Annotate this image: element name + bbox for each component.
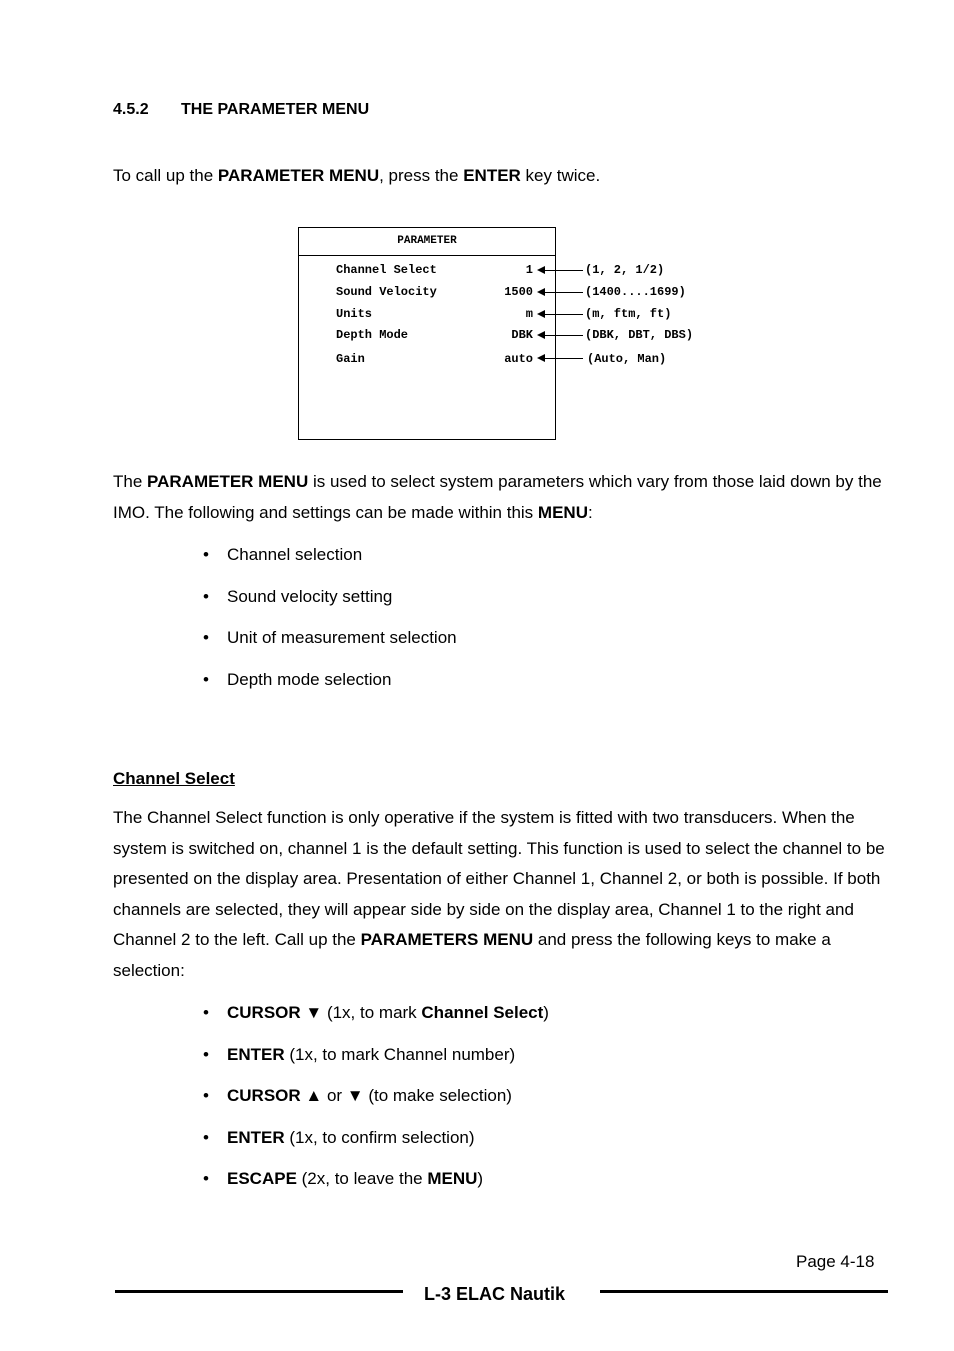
arrow-left-icon <box>537 310 583 318</box>
intro-text: key twice. <box>520 166 601 185</box>
channel-select-heading: Channel Select <box>113 769 235 788</box>
step-key: ENTER <box>227 1044 285 1064</box>
arrow-left-icon <box>537 354 583 362</box>
list-item: • Channel selection <box>203 545 457 587</box>
menu-row-value: 1 <box>525 263 533 277</box>
step-key: CURSOR ▼ <box>227 1003 323 1022</box>
key-steps-list <box>203 1003 549 1211</box>
intro-text: , press the <box>379 166 464 185</box>
description-text: The <box>113 472 148 491</box>
menu-row-value: 1500 <box>504 285 533 299</box>
list-item <box>203 1169 549 1211</box>
menu-row-label: Depth Mode <box>336 328 409 342</box>
section-heading <box>113 101 369 119</box>
step-bold: MENU <box>427 1169 478 1188</box>
step-text: (1x, to mark Channel number) <box>284 1044 516 1064</box>
footer-rule-left <box>115 1290 403 1293</box>
description-paragraph <box>113 466 888 528</box>
step-key: CURSOR ▲ <box>227 1086 323 1105</box>
list-item <box>203 1045 549 1087</box>
menu-row-options: (m, ftm, ft) <box>585 307 672 321</box>
footer-rule-right <box>600 1290 888 1293</box>
intro-bold-enter: ENTER <box>463 166 521 185</box>
list-item <box>203 1003 549 1045</box>
description-bold-menu-word: MENU <box>537 503 588 522</box>
channel-select-paragraph <box>113 803 888 987</box>
menu-row-label: Sound Velocity <box>336 285 437 299</box>
page-number: Page 4-18 <box>796 1252 875 1271</box>
step-text: ) <box>543 1003 549 1022</box>
arrow-left-icon <box>537 266 583 274</box>
parameter-menu-title: PARAMETER <box>299 228 555 256</box>
intro-bold-menu: PARAMETER MENU <box>217 166 380 185</box>
arrow-left-icon <box>537 288 583 296</box>
menu-row-label: Gain <box>336 352 365 366</box>
section-number: 4.5.2 <box>113 101 149 118</box>
list-item: • Sound velocity setting <box>203 587 457 629</box>
menu-row-options: (Auto, Man) <box>587 352 667 366</box>
footer-brand: L-3 ELAC Nautik <box>424 1284 566 1304</box>
step-text: (1x, to mark <box>322 1003 422 1022</box>
step-bold: Channel Select <box>421 1003 544 1022</box>
settings-list <box>203 545 457 711</box>
description-text: : <box>587 503 593 522</box>
step-text: or <box>322 1086 347 1105</box>
menu-row-value: auto <box>504 352 533 366</box>
menu-row-value: m <box>525 307 533 321</box>
list-item <box>203 1128 549 1170</box>
step-text: ) <box>477 1169 484 1188</box>
intro-text: To call up the <box>113 166 218 185</box>
arrow-left-icon <box>537 331 583 339</box>
list-item: • Depth mode selection <box>203 670 457 712</box>
list-item <box>203 1086 549 1128</box>
menu-row-value: DBK <box>511 328 533 342</box>
menu-row-options: (1, 2, 1/2) <box>585 263 665 277</box>
description-bold-menu: PARAMETER MENU <box>147 472 309 491</box>
menu-row-options: (1400....1699) <box>585 285 686 299</box>
menu-row-options: (DBK, DBT, DBS) <box>585 328 694 342</box>
step-text: (1x, to confirm selection) <box>284 1127 475 1147</box>
step-text: (2x, to leave the <box>296 1169 428 1188</box>
section-title: THE PARAMETER MENU <box>181 101 370 118</box>
description-text: is used to select system parameters which vary from those laid down by the IMO. The following and settings can be made within this <box>113 472 882 522</box>
intro-paragraph <box>113 160 888 191</box>
menu-row-label: Units <box>336 307 373 321</box>
step-text: (to make selection) <box>363 1086 512 1105</box>
menu-row-label: Channel Select <box>336 263 437 277</box>
channel-select-text: and press the following keys to make a selection: <box>113 930 831 980</box>
step-key: ENTER <box>227 1127 285 1147</box>
step-bold: ▼ <box>346 1086 364 1105</box>
list-item: • Unit of measurement selection <box>203 628 457 670</box>
channel-select-text: The Channel Select function is only operative if the system is fitted with two transducers. When the system is switched on, channel 1 is the default setting. This function is used to select the channel to be presented on the display area. Presentation of either Channel 1, Channel 2, or both is possible. If both channels are selected, they will appear side by side on the display area, Channel 1 to the right and Channel 2 to the left. Call up the <box>113 808 885 950</box>
channel-select-bold-menu: PARAMETERS MENU <box>360 930 534 950</box>
step-key: ESCAPE <box>227 1169 297 1188</box>
